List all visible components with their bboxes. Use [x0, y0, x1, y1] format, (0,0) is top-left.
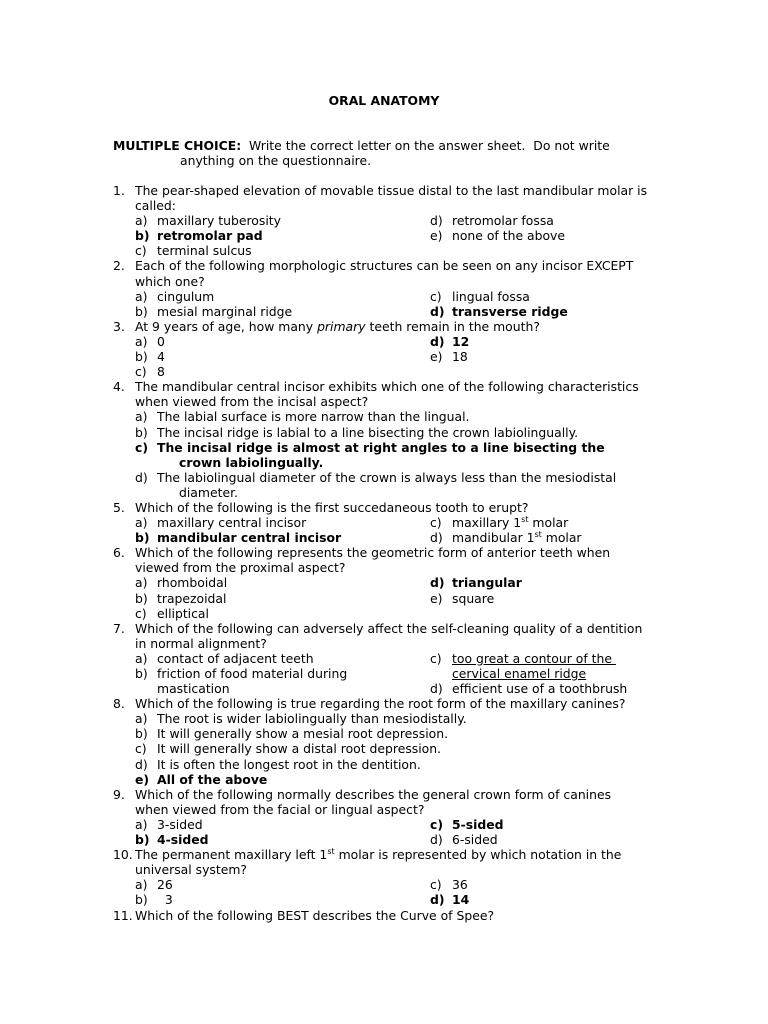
option-a: a) 3-sided	[135, 816, 203, 832]
option-a: a) maxillary central incisor	[135, 515, 307, 531]
option-c: c) elliptical	[135, 605, 209, 621]
question-6	[113, 545, 658, 620]
question-text-cont: viewed from the proximal aspect?	[135, 560, 346, 576]
question-text-cont: in normal alignment?	[135, 635, 267, 651]
question-number: 4.	[113, 379, 125, 395]
option-c: c) 36	[430, 877, 468, 893]
option-b: b) 4	[135, 349, 165, 365]
instructions-text: Write the correct letter on the answer sheet. Do not write	[241, 138, 610, 153]
question-number: 7.	[113, 620, 125, 636]
option-d: d) The labiolingual diameter of the crown is always less than the mesiodistal	[135, 469, 617, 485]
option-d: d) mandibular 1st molar	[430, 530, 582, 546]
question-4	[113, 379, 658, 500]
option-c: c) It will generally show a distal root depression.	[135, 741, 442, 757]
question-number: 2.	[113, 258, 125, 274]
question-list	[113, 183, 658, 923]
option-c: c) lingual fossa	[430, 288, 530, 304]
option-b: b) It will generally show a mesial root depression.	[135, 726, 449, 742]
option-d-answer: d) triangular	[430, 575, 522, 591]
option-b: b) mesial marginal ridge	[135, 303, 293, 319]
question-5	[113, 500, 658, 545]
option-a: a) contact of adjacent teeth	[135, 650, 314, 666]
question-number: 5.	[113, 499, 125, 515]
question-10	[113, 847, 658, 907]
question-text-cont: when viewed from the incisal aspect?	[135, 394, 369, 410]
option-a: a) The labial surface is more narrow than the lingual.	[135, 409, 470, 425]
option-d-answer: d) transverse ridge	[430, 303, 568, 319]
question-text: Which of the following is the first succedaneous tooth to erupt?	[135, 499, 529, 515]
option-c-answer-cont: cervical enamel ridge	[452, 666, 587, 681]
question-3	[113, 319, 658, 379]
option-c: c) 8	[135, 364, 165, 380]
option-a: a) cingulum	[135, 288, 215, 304]
option-d: d) retromolar fossa	[430, 213, 554, 229]
question-number: 8.	[113, 696, 125, 712]
option-a: a) 0	[135, 333, 165, 349]
question-text: Which of the following can adversely affect the self-cleaning quality of a dentition	[135, 620, 643, 636]
question-text-cont: universal system?	[135, 862, 247, 878]
option-c-answer: c) The incisal ridge is almost at right angles to a line bisecting the	[135, 439, 605, 455]
question-text: The permanent maxillary left 1st molar is represented by which notation in the	[135, 847, 622, 863]
question-text: Which of the following BEST describes the Curve of Spee?	[135, 907, 495, 923]
option-b: b) trapezoidal	[135, 590, 227, 606]
question-text: Each of the following morphologic structures can be seen on any incisor EXCEPT	[135, 258, 634, 274]
page-title: ORAL ANATOMY	[328, 93, 440, 108]
question-text: Which of the following normally describes the general crown form of canines	[135, 786, 612, 802]
question-text: Which of the following represents the geometric form of anterior teeth when	[135, 545, 611, 561]
question-text: The mandibular central incisor exhibits which one of the following characteristics	[135, 379, 639, 395]
instructions-lead: MULTIPLE CHOICE:	[113, 138, 242, 153]
option-b-answer: b) mandibular central incisor	[135, 530, 342, 546]
option-d: d) efficient use of a toothbrush	[430, 681, 628, 697]
question-text-cont: called:	[135, 198, 176, 214]
option-c-answer: c) too great a contour of the	[430, 650, 616, 666]
question-number: 1.	[113, 183, 125, 198]
option-e-answer: e) All of the above	[135, 771, 268, 787]
question-text-cont: when viewed from the facial or lingual aspect?	[135, 801, 425, 817]
question-9	[113, 787, 658, 847]
question-7	[113, 621, 658, 696]
option-a: a) 26	[135, 877, 173, 893]
option-c-answer-cont: crown labiolingually.	[179, 454, 324, 470]
option-d-cont: diameter.	[179, 484, 238, 500]
question-text: The pear-shaped elevation of movable tissue distal to the last mandibular molar is	[135, 183, 648, 198]
instructions	[113, 138, 673, 168]
question-number: 6.	[113, 545, 125, 561]
question-number: 9.	[113, 786, 125, 802]
option-d: d) It is often the longest root in the dentition.	[135, 756, 421, 772]
option-a: a) The root is wider labiolingually than mesiodistally.	[135, 711, 467, 727]
option-e: e) square	[430, 590, 495, 606]
option-a: a) maxillary tuberosity	[135, 213, 281, 229]
option-c-answer: c) 5-sided	[430, 816, 504, 832]
question-number: 11.	[113, 907, 133, 923]
question-text: At 9 years of age, how many primary teeth remain in the mouth?	[135, 318, 540, 334]
question-number: 3.	[113, 318, 125, 334]
option-d: d) 6-sided	[430, 832, 498, 848]
question-8	[113, 696, 658, 787]
option-d-answer: d) 12	[430, 333, 470, 349]
option-b-answer: b) 4-sided	[135, 832, 209, 848]
option-b: b) 3	[135, 892, 173, 908]
question-text-cont: which one?	[135, 273, 205, 289]
option-b-answer: b) retromolar pad	[135, 228, 263, 244]
option-b-cont: mastication	[157, 681, 230, 697]
option-e: e) 18	[430, 349, 468, 365]
question-text: Which of the following is true regarding the root form of the maxillary canines?	[135, 696, 626, 712]
option-c: c) terminal sulcus	[135, 243, 252, 259]
question-1	[113, 183, 658, 258]
option-d-answer: d) 14	[430, 892, 470, 908]
question-number: 10.	[113, 847, 133, 863]
option-a: a) rhomboidal	[135, 575, 228, 591]
option-e: e) none of the above	[430, 228, 565, 244]
option-b: b) friction of food material during	[135, 666, 348, 681]
instructions-text-cont: anything on the questionnaire.	[180, 153, 372, 168]
option-b: b) The incisal ridge is labial to a line bisecting the crown labiolingually.	[135, 424, 579, 440]
question-11	[113, 908, 658, 923]
option-c: c) maxillary 1st molar	[430, 515, 569, 531]
question-2	[113, 258, 658, 318]
